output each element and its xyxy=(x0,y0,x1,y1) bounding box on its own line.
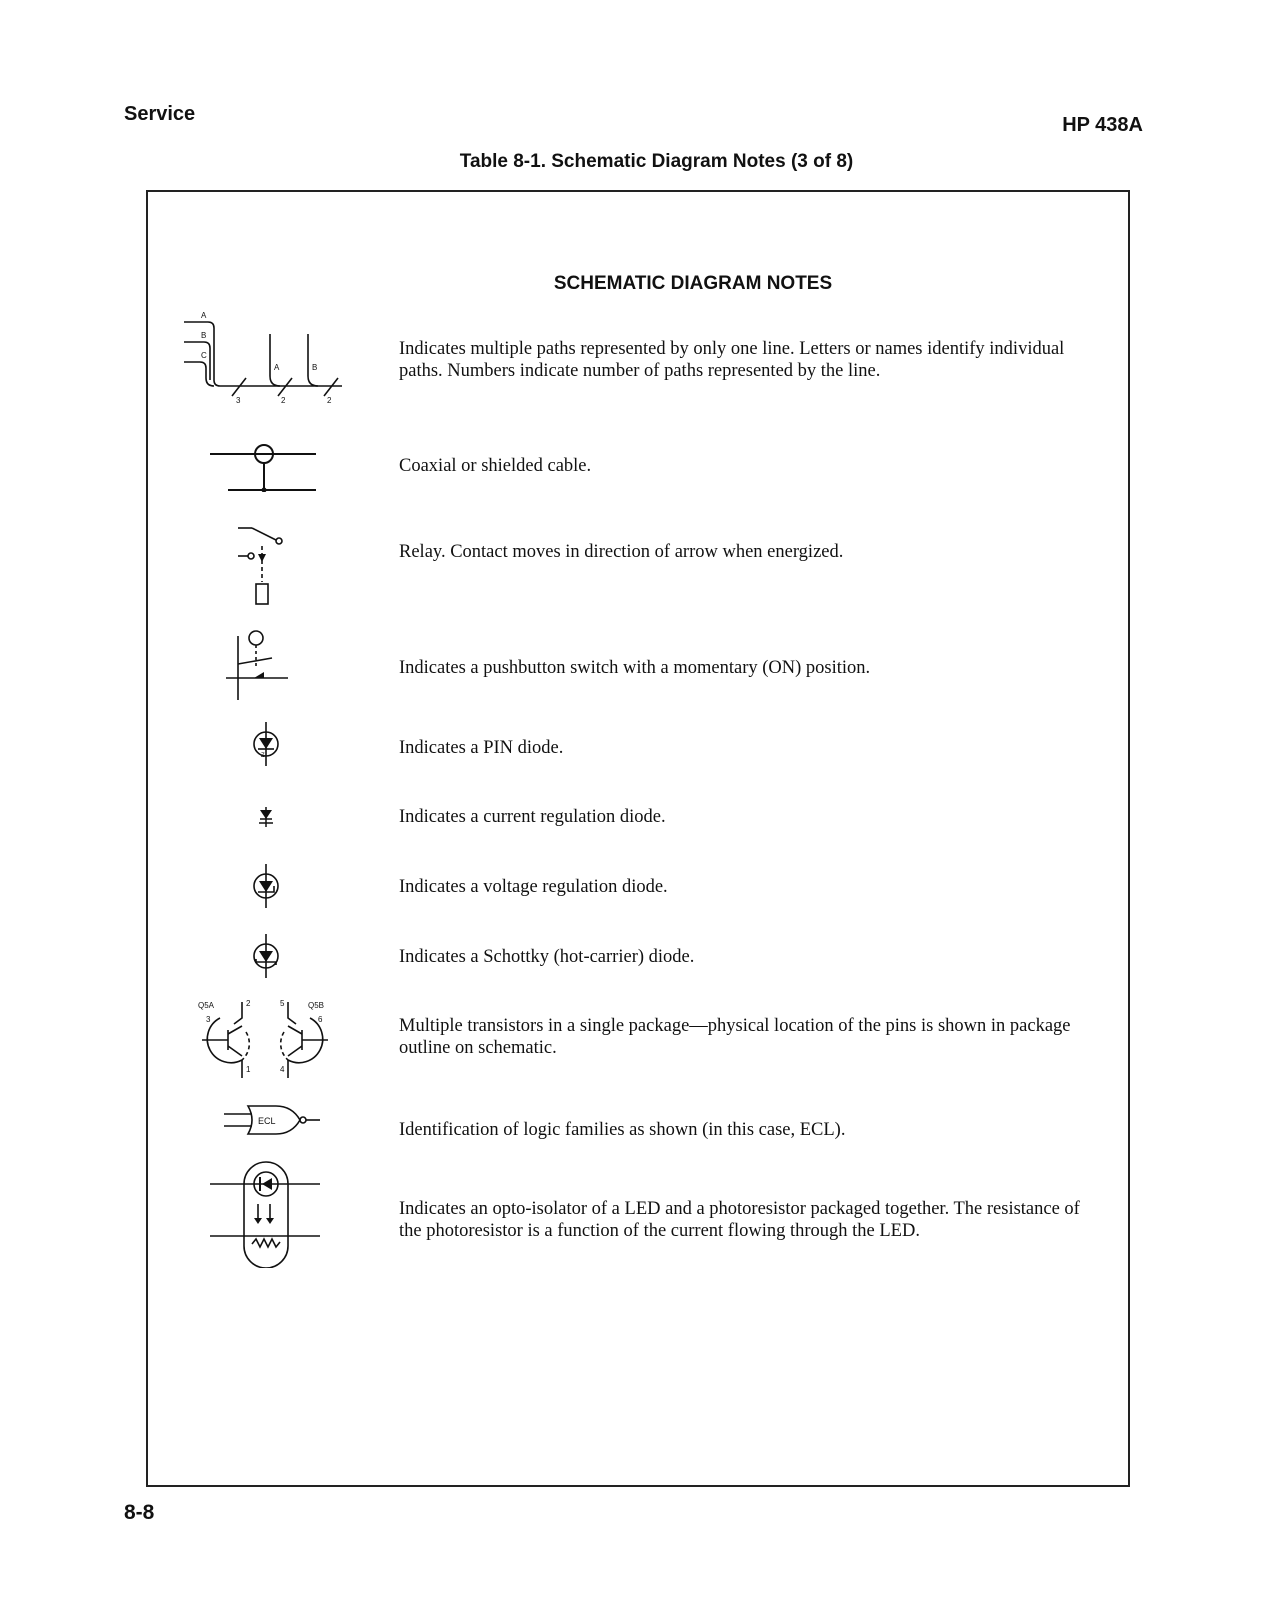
note-pin-diode: Indicates a PIN diode. xyxy=(399,738,564,758)
note-voltage-regulation-diode: Indicates a voltage regulation diode. xyxy=(399,877,668,897)
note-opto-isolator: Indicates an opto-isolator of a LED and a photoresistor packaged together. The resistance of the photoresistor is a function of the current flowing through the LED. xyxy=(399,1199,1080,1241)
section-title: Service xyxy=(124,103,196,125)
note-pushbutton-switch: Indicates a pushbutton switch with a momentary (ON) position. xyxy=(399,658,871,678)
multiple-paths-icon xyxy=(180,310,350,406)
relay-icon xyxy=(234,520,294,606)
ecl-label: ECL xyxy=(258,1116,276,1126)
pin-6: 6 xyxy=(318,1015,323,1024)
path-label-c: C xyxy=(201,351,207,360)
note-relay: Relay. Contact moves in direction of arrow when energized. xyxy=(399,542,844,562)
model-number: HP 438A xyxy=(1062,114,1143,136)
path-label-b: B xyxy=(201,331,207,340)
svg-text:Z: Z xyxy=(261,753,265,759)
transistor-label-q5a: Q5A xyxy=(198,1001,215,1010)
path-count-2b: 2 xyxy=(327,396,332,405)
note-multiple-transistors: Multiple transistors in a single package—physical location of the pins is shown in package outline on schematic. xyxy=(399,1016,1071,1058)
pin-diode-icon xyxy=(250,720,282,768)
transistor-label-q5b: Q5B xyxy=(308,1001,325,1010)
multiple-transistors-icon xyxy=(196,998,336,1082)
page-number: 8-8 xyxy=(124,1501,155,1524)
notes-title: SCHEMATIC DIAGRAM NOTES xyxy=(553,273,833,294)
note-coaxial-cable: Coaxial or shielded cable. xyxy=(399,456,592,476)
pin-5: 5 xyxy=(280,999,285,1008)
note-multiple-paths: Indicates multiple paths represented by only one line. Letters or names identify individual paths. Numbers indicate number of paths represented by the line. xyxy=(399,339,1065,381)
pin-2: 2 xyxy=(246,999,251,1008)
schottky-diode-icon xyxy=(250,932,282,980)
path-label-a: A xyxy=(201,311,207,320)
table-caption: Table 8-1. Schematic Diagram Notes (3 of 8) xyxy=(459,151,854,172)
pin-4: 4 xyxy=(280,1065,285,1074)
coaxial-cable-icon xyxy=(208,440,320,492)
note-logic-family: Identification of logic families as shown (in this case, ECL). xyxy=(399,1120,846,1140)
pin-3: 3 xyxy=(206,1015,211,1024)
path-label-a2: A xyxy=(274,363,280,372)
voltage-regulation-diode-icon xyxy=(250,862,284,910)
opto-isolator-icon xyxy=(208,1160,322,1268)
path-count-2: 2 xyxy=(281,396,286,405)
pin-1: 1 xyxy=(246,1065,251,1074)
logic-family-ecl-icon xyxy=(222,1100,322,1140)
note-schottky-diode: Indicates a Schottky (hot-carrier) diode. xyxy=(399,947,695,967)
path-count-3: 3 xyxy=(236,396,241,405)
current-regulation-diode-icon xyxy=(256,806,276,828)
path-label-b2: B xyxy=(312,363,318,372)
note-current-regulation-diode: Indicates a current regulation diode. xyxy=(399,807,666,827)
pushbutton-switch-icon xyxy=(224,628,294,702)
